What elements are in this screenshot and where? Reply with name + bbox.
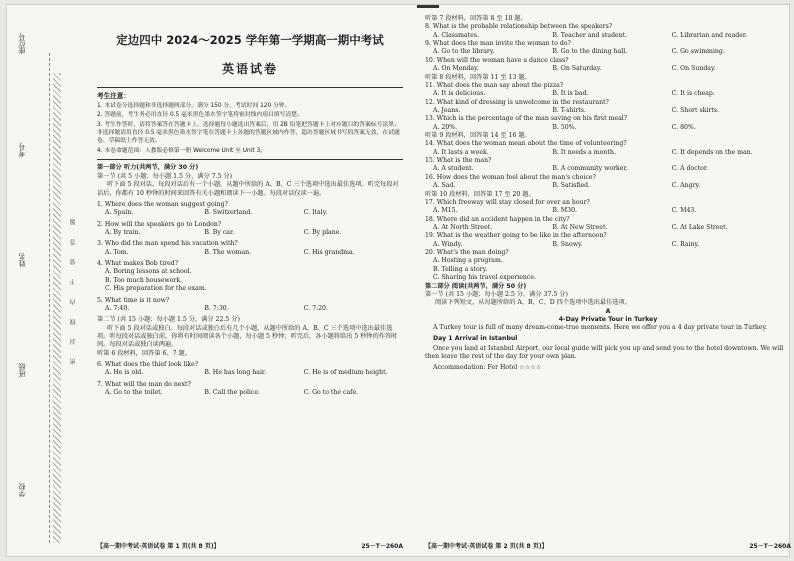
option: C. He is of medium height. bbox=[303, 369, 388, 377]
notice-item: 3. 考生作答时，请将答案答在答题卡上。选择题每小题选出答案后，用 2B 铅笔把答题卡上对应题目的答案标号涂黑；非选择题请用直径 0.5 毫米黑色墨水签字笔在答题卡上各题的答题区域内作答，超出答题区域书写的答案无效，在试题卷、草稿纸上作答无效。 bbox=[97, 122, 400, 144]
question bbox=[97, 201, 403, 218]
option: B. Switzerland. bbox=[204, 209, 253, 217]
option: A. Sad. bbox=[433, 182, 456, 190]
option: C. Sharing his travel experience. bbox=[433, 274, 537, 282]
option: A. M15. bbox=[433, 207, 458, 215]
passage-title: 4-Day Private Tour in Turkey bbox=[558, 315, 658, 323]
option: B. By car. bbox=[204, 228, 235, 236]
notice-block bbox=[97, 92, 403, 156]
option: A. Hosting a program. bbox=[433, 257, 503, 265]
option: A. On Monday. bbox=[433, 65, 479, 73]
exam-subtitle: 英语试卷 bbox=[221, 61, 278, 76]
option: B. Snowy. bbox=[552, 240, 583, 248]
divider bbox=[97, 159, 403, 160]
question-text: 3. Who did the man spend his vacation with? bbox=[97, 240, 238, 248]
section2-heading: 第二节 (共 15 小题；每小题 1.5 分，满分 22.5 分) bbox=[97, 316, 240, 324]
question-text: 1. Where does the woman suggest going? bbox=[97, 200, 228, 208]
question bbox=[97, 361, 403, 378]
question-text: 9. What does the man invite the woman to do? bbox=[425, 40, 571, 48]
question-text: 8. What is the probable relationship between the speakers? bbox=[425, 23, 613, 31]
option: A. A student. bbox=[433, 165, 474, 173]
question-text: 7. What will the man do next? bbox=[97, 380, 191, 388]
seal-text: 密 封 线 内 不 要 答 题 bbox=[70, 213, 77, 365]
question bbox=[97, 240, 403, 257]
question-text: 17. Which freeway will stay closed for over an hour? bbox=[425, 198, 590, 206]
question-text: 15. What is the man? bbox=[425, 157, 492, 165]
exam-sheet bbox=[6, 4, 790, 557]
options bbox=[97, 389, 403, 397]
option: B. 7:30. bbox=[204, 304, 229, 312]
options bbox=[425, 90, 791, 98]
options bbox=[425, 48, 791, 56]
options bbox=[425, 65, 791, 73]
option: B. 50%. bbox=[552, 123, 577, 131]
option: C. Go swimming. bbox=[671, 48, 725, 56]
question bbox=[425, 174, 791, 191]
page-footer bbox=[97, 543, 403, 551]
page-footer bbox=[425, 543, 791, 551]
options bbox=[97, 369, 403, 377]
question bbox=[425, 99, 791, 116]
option: B. A community worker. bbox=[552, 165, 628, 173]
option: B. He has long hair. bbox=[204, 369, 267, 377]
options bbox=[425, 32, 791, 40]
accommodation: Accommodation: Fer Hotel ☆☆☆☆ bbox=[433, 363, 542, 371]
option: C. On Sunday. bbox=[671, 65, 716, 73]
question-text: 19. What is the weather going to be like in the afternoon? bbox=[425, 232, 607, 240]
question-text: 11. What does the man say about the pizza? bbox=[425, 81, 564, 89]
option: A. 20%. bbox=[433, 123, 458, 131]
option: B. On Saturday. bbox=[552, 65, 602, 73]
question bbox=[97, 260, 403, 293]
option: C. Go to the cafe. bbox=[303, 389, 359, 397]
options bbox=[97, 305, 403, 313]
day1-text: Once you land at Istanbul Airport, our local guide will pick you up and send you to the hotel downtown. We will then leave the rest of the day for your own plan. bbox=[425, 345, 784, 361]
option: A. Boring lessons at school. bbox=[105, 268, 192, 276]
option: A. Jeans. bbox=[433, 106, 461, 114]
option: B. Too much housework. bbox=[105, 276, 183, 284]
options bbox=[97, 268, 403, 293]
question bbox=[97, 221, 403, 238]
option: B. Go to the dining hall. bbox=[552, 48, 628, 56]
question-text: 12. What kind of dressing is unwelcome in the restaurant? bbox=[425, 98, 609, 106]
footer-label: 【高一期中考试·英语试卷 第 2 页(共 8 页)】 bbox=[425, 542, 548, 550]
question bbox=[97, 381, 403, 398]
options bbox=[97, 229, 403, 237]
option: A. By train. bbox=[105, 228, 141, 236]
option: A. Tom. bbox=[105, 248, 129, 256]
options bbox=[425, 224, 791, 232]
exam-number-label: 考号 bbox=[18, 143, 26, 157]
reading-directions: 阅读下列短文，从每题所给的 A、B、C、D 四个选项中选出最佳选项。 bbox=[435, 299, 631, 307]
seat-number-label: 座位号 bbox=[18, 33, 26, 54]
option: B. Satisfied. bbox=[552, 182, 591, 190]
question bbox=[97, 297, 403, 314]
option: B. It is bad. bbox=[552, 90, 589, 98]
section1-directions: 听下面 5 段对话。每段对话后有一个小题，从题中所给的 A、B、C 三个选项中选出最佳选项。听完每段对话后，你都有 10 秒钟的时间来回答有关小题和阅读下一小题。每段对话仅读一遍。 bbox=[97, 181, 399, 197]
divider bbox=[97, 87, 403, 88]
footer-code: 25－T－260A bbox=[361, 542, 403, 550]
option: C. Librarian and reader. bbox=[671, 31, 748, 39]
class-label: 班级 bbox=[18, 363, 26, 377]
options bbox=[425, 165, 791, 173]
passage-body bbox=[425, 324, 791, 372]
question-text: 5. What time is it now? bbox=[97, 296, 170, 304]
options bbox=[425, 149, 791, 157]
exam-title: 定边四中 2024～2025 学年第一学期高一期中考试 bbox=[116, 33, 384, 47]
option: B. Call the police. bbox=[204, 389, 260, 397]
question-text: 16. How does the woman feel about the man's choice? bbox=[425, 173, 596, 181]
options bbox=[97, 209, 403, 217]
option: C. His grandma. bbox=[303, 248, 355, 256]
option: C. By plane. bbox=[303, 228, 342, 236]
option: C. 80%. bbox=[671, 123, 696, 131]
option: B. T-shirts. bbox=[552, 106, 586, 114]
question bbox=[425, 40, 791, 57]
option: A. He is old. bbox=[105, 369, 144, 377]
name-label: 姓名 bbox=[18, 253, 26, 267]
option: C. M43. bbox=[671, 207, 697, 215]
option: C. Rainy. bbox=[671, 240, 700, 248]
question bbox=[425, 140, 791, 157]
section1-heading: 第一节 (共 5 小题；每小题 1.5 分，满分 7.5 分) bbox=[97, 172, 233, 180]
binding-margin bbox=[17, 13, 87, 553]
option: C. Angry. bbox=[671, 182, 701, 190]
options bbox=[425, 207, 791, 215]
option: B. Teacher and student. bbox=[552, 31, 628, 39]
option: B. Telling a story. bbox=[433, 265, 488, 273]
notice-item: 2. 答题前，考生务必用直径 0.5 毫米黑色墨水签字笔将密封线内项目填写清楚。 bbox=[97, 112, 303, 119]
question bbox=[425, 199, 791, 216]
option: C. A doctor. bbox=[671, 165, 709, 173]
question bbox=[425, 157, 791, 174]
option: C. At Lake Street. bbox=[671, 223, 728, 231]
question bbox=[425, 23, 791, 40]
option: A. It is delicious. bbox=[433, 90, 486, 98]
seal-stripe bbox=[53, 73, 61, 543]
part1-heading: 第一部分 听力(共两节，满分 30 分) bbox=[97, 164, 199, 172]
day1-title: Day 1 Arrival in Istanbul bbox=[433, 334, 518, 342]
seal-line bbox=[49, 53, 50, 543]
page-2 bbox=[425, 15, 791, 551]
question bbox=[425, 115, 791, 132]
option: C. It is cheap. bbox=[671, 90, 715, 98]
option: B. It needs a month. bbox=[552, 148, 616, 156]
question bbox=[425, 232, 791, 249]
option: C. His preparation for the exam. bbox=[105, 285, 207, 293]
question-text: 18. Where did an accident happen in the city? bbox=[425, 215, 570, 223]
option: C. 7:20. bbox=[303, 304, 328, 312]
option: B. M30. bbox=[552, 207, 577, 215]
option: A. At North Street. bbox=[433, 223, 493, 231]
material-lead: 听第 6 段材料，回答第 6、7 题。 bbox=[97, 349, 191, 357]
material-lead: 听第 9 段材料，回答第 14 至 16 题。 bbox=[425, 132, 531, 140]
top-mark bbox=[417, 5, 439, 8]
option: C. It depends on the man. bbox=[671, 148, 753, 156]
passage-intro: A Turkey tour is full of many dream-come-true moments. Here we offer you a 4 day private tour in Turkey. bbox=[433, 324, 768, 332]
footer-code: 25－T－260A bbox=[749, 542, 791, 550]
question bbox=[425, 216, 791, 233]
material-lead: 听第 7 段材料，回答第 8 至 10 题。 bbox=[425, 15, 527, 22]
option: B. At New Street. bbox=[552, 223, 608, 231]
question-text: 6. What does the thief look like? bbox=[97, 361, 199, 369]
options bbox=[425, 124, 791, 132]
option: A. Spain. bbox=[105, 209, 134, 217]
option: A. Go to the toilet. bbox=[105, 389, 163, 397]
notice-item: 1. 本试卷分选择题和非选择题两部分。满分 150 分，考试时间 120 分钟。 bbox=[97, 102, 291, 109]
options bbox=[425, 107, 791, 115]
footer-label: 【高一期中考试·英语试卷 第 1 页(共 8 页)】 bbox=[97, 542, 220, 550]
question-text: 14. What does the woman mean about the time of volunteering? bbox=[425, 140, 627, 148]
options bbox=[425, 257, 791, 282]
question-text: 13. Which is the percentage of the man saving on his first meal? bbox=[425, 115, 628, 123]
section2-directions: 听下面 5 段对话或独白。每段对话或独白后有几个小题，从题中所给的 A、B、C 三个选项中选出最佳选项。听每段对话或独白前，你将有时间阅读各个小题，每小题 5 秒钟；听完后，各小题将给出 5 秒钟的作答时间。每段对话或独白读两遍。 bbox=[97, 324, 398, 349]
option: A. Windy. bbox=[433, 240, 463, 248]
passage-letter: A bbox=[605, 307, 611, 315]
question-text: 4. What makes Bob tired? bbox=[97, 260, 179, 268]
material-lead: 听第 10 段材料，回答第 17 至 20 题。 bbox=[425, 190, 535, 198]
material-lead: 听第 8 段材料，回答第 11 至 13 题。 bbox=[425, 73, 531, 81]
question-text: 2. How will the speakers go to London? bbox=[97, 220, 222, 228]
school-label: 学校 bbox=[18, 483, 26, 497]
page-1 bbox=[97, 15, 403, 551]
option: A. Classmates. bbox=[433, 31, 480, 39]
question bbox=[425, 249, 791, 282]
part2-heading: 第二部分 阅读(共两节，满分 50 分) bbox=[425, 282, 527, 290]
options bbox=[97, 249, 403, 257]
options bbox=[425, 241, 791, 249]
options bbox=[425, 182, 791, 190]
notice-item: 4. 本卷命题范围：人教版必修第一册 Welcome Unit 至 Unit 3。 bbox=[97, 147, 266, 154]
option: B. The woman. bbox=[204, 248, 252, 256]
question-text: 20. What's the man doing? bbox=[425, 249, 509, 257]
notice-heading: 考生注意： bbox=[97, 91, 130, 100]
option: A. 7:40. bbox=[105, 304, 130, 312]
reading-section1-heading: 第一节 (共 15 小题；每小题 2.5 分，满分 37.5 分) bbox=[425, 290, 568, 298]
option: C. Short skirts. bbox=[671, 106, 719, 114]
question bbox=[425, 82, 791, 99]
question bbox=[425, 57, 791, 74]
option: C. Italy. bbox=[303, 209, 328, 217]
option: A. Go to the library. bbox=[433, 48, 495, 56]
option: A. It lasts a week. bbox=[433, 148, 489, 156]
question-text: 10. When will the woman have a dance class? bbox=[425, 56, 569, 64]
